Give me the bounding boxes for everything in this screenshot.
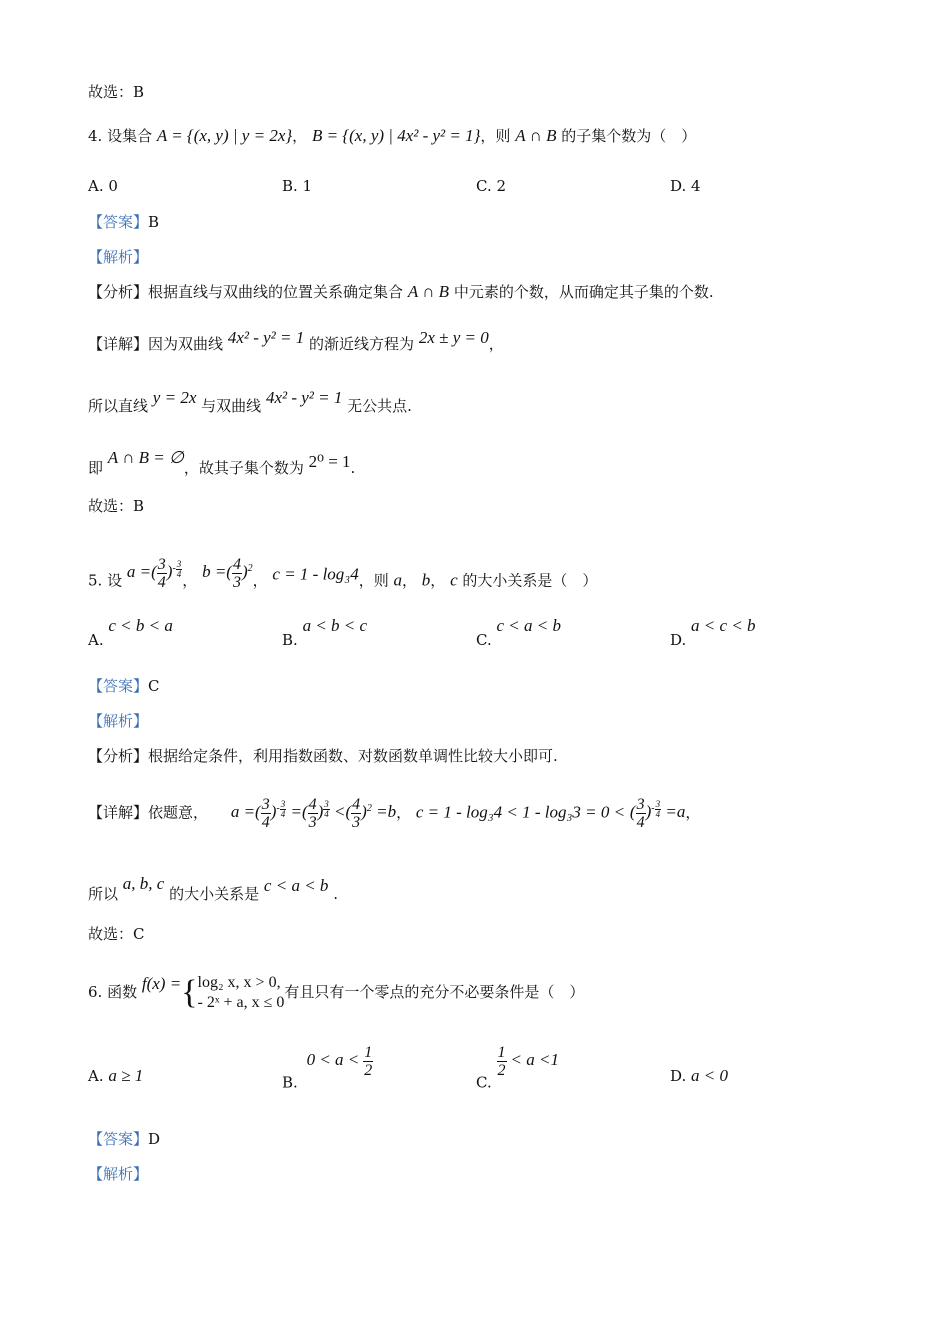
q4-detail2-text3: 无公共点.: [347, 397, 412, 415]
q5-option-a-label: A.: [88, 631, 104, 649]
q6-case-1: log₂ x, x > 0,: [197, 974, 281, 991]
q4-detail-3: [88, 448, 355, 478]
q5-tail2: 的大小关系是（ ）: [462, 571, 598, 590]
q4-asymptote-eq: 2x ± y = 0: [418, 328, 489, 347]
q4-detail3-text: 即: [88, 459, 104, 477]
q5-fenxi-tag: 【分析】: [88, 747, 149, 765]
q5-option-c-label: C.: [476, 631, 492, 649]
q4-option-d: D. 4: [670, 177, 701, 195]
q6-option-a-expr: a ≥ 1: [108, 1066, 144, 1085]
q5-option-b-expr: a < b < c: [302, 616, 368, 635]
q4-detail1-text: 因为双曲线: [148, 335, 224, 353]
q5-relation: c < a < b: [263, 876, 329, 895]
q4-number: 4. 设集合: [88, 127, 153, 145]
q6-stem: [88, 962, 584, 1015]
q5-tail: ，则: [358, 571, 389, 590]
prev-conclusion: 故选：B: [88, 83, 145, 101]
q4-analysis-tag: 【解析】: [88, 248, 149, 266]
q4-detail3-text2: ，故其子集个数为: [183, 459, 304, 477]
q4-subset-count: 2⁰ = 1: [308, 452, 351, 471]
q6-answer-tag: 【答案】: [88, 1130, 149, 1148]
q5-chain-end: ( $\frac{3}{4}$ )$^{- \frac{3}{4}}$ =a: [629, 796, 686, 831]
q5-detail-tag: 【详解】: [88, 803, 149, 822]
q4-fenxi-text: 根据直线与双曲线的位置关系确定集合: [148, 283, 404, 301]
q4-option-a: A. 0: [88, 177, 118, 195]
q5-option-b-label: B.: [282, 631, 298, 649]
q5-vars: a, b, c: [122, 874, 165, 893]
q6-cases: [198, 973, 285, 1013]
q6-option-c-expr: $\frac{1}{2}$ < a <1: [497, 1044, 559, 1079]
q5-option-a: [88, 616, 173, 649]
q5-var-a: a: [393, 570, 403, 590]
q5-option-a-expr: c < b < a: [108, 616, 173, 635]
q6-option-d: [670, 1066, 728, 1086]
q4-detail2-text: 所以直线: [88, 397, 149, 415]
q5-detail-1: 【详解】依题意， a =( $\frac{3}{4}$ )$^{- \frac{3}{4}}$ =( $\frac{4}{3}$ ) $^{\frac{3}{4}}$ <( $\frac{4}{3}$ )$^2$ =b， c = 1 - log₃4 < 1 - log₃3 = 0 < ( $\frac{3}{4}$ )$^{- \frac{3}{4}}$ =a，: [88, 796, 701, 831]
q5-fenxi-text: 根据给定条件，利用指数函数、对数函数单调性比较大小即可.: [148, 747, 558, 765]
q5-number: 5. 设: [88, 571, 123, 590]
q6-option-b-label: B.: [282, 1073, 298, 1092]
q5-detail2-text: 所以: [88, 885, 119, 903]
q6-option-d-expr: a < 0: [691, 1066, 729, 1085]
q5-option-d-label: D.: [670, 631, 687, 649]
q5-detail2-text2: 的大小关系是: [169, 885, 260, 903]
q4-detail2-text2: 与双曲线: [201, 397, 262, 415]
q4-empty-set-eq: A ∩ B = ∅: [107, 448, 184, 467]
q5-option-d: [670, 616, 756, 649]
q5-a-def: a =( $\frac{3}{4}$ )$^{- \frac{3}{4}}$: [126, 556, 182, 591]
q5-answer-tag: 【答案】: [88, 677, 149, 695]
q6-analysis-tag: 【解析】: [88, 1165, 149, 1183]
q4-fenxi-text2: 中元素的个数，从而确定其子集的个数.: [453, 283, 714, 301]
q5-chain-ab: a =( $\frac{3}{4}$ )$^{- \frac{3}{4}}$ =( $\frac{4}{3}$ ) $^{\frac{3}{4}}$ <( $\frac{4}{3}$ )$^2$ =b: [230, 796, 397, 831]
q4-detail1-text2: 的渐近线方程为: [309, 335, 415, 353]
q4-detail-2: [88, 388, 412, 416]
q5-option-c-expr: c < a < b: [496, 616, 561, 635]
q6-option-c: [476, 1044, 559, 1091]
q5-var-c: c: [450, 570, 458, 590]
q5-chain-c: c = 1 - log₃4 < 1 - log₃3 = 0 <: [415, 802, 626, 822]
q5-detail2-period: .: [333, 885, 338, 903]
q5-stem: 5. 设 a =( $\frac{3}{4}$ )$^{- \frac{3}{4}}$ ， b =( $\frac{4}{3}$ )$^2$， c = 1 - log₃4，则 a， b， c 的大小关系是（ ）: [88, 556, 598, 591]
q5-fenxi: [88, 746, 558, 766]
q4-fenxi-cap: A ∩ B: [407, 282, 450, 301]
q4-answer-tag: 【答案】: [88, 213, 149, 231]
q4-tail2: 的子集个数为（ ）: [561, 127, 697, 145]
q5-answer-value: C: [148, 677, 160, 695]
q4-tail: ，则: [480, 127, 511, 145]
q4-option-b: B. 1: [282, 177, 313, 195]
q5-answer: [88, 676, 160, 696]
q4-answer-value: B: [148, 213, 160, 231]
q4-detail-tag: 【详解】: [88, 335, 149, 353]
q6-option-b-expr: 0 < a < $\frac{1}{2}$: [306, 1044, 373, 1079]
q4-hyperbola-eq: 4x² - y² = 1: [227, 328, 305, 347]
q4-set-a: A = {(x, y) | y = 2x}: [156, 126, 293, 145]
q5-var-b: b: [421, 570, 431, 590]
q6-tail: 有且只有一个零点的充分不必要条件是（ ）: [284, 983, 585, 1001]
q5-detail-2: [88, 874, 338, 904]
q4-set-b: B = {(x, y) | 4x² - y² = 1}: [311, 126, 481, 145]
q6-answer: [88, 1129, 160, 1149]
q4-conclusion: 故选：B: [88, 497, 145, 515]
q4-stem: 4. 设集合 A = {(x, y) | y = 2x}， B = {(x, y) | 4x² - y² = 1}，则 A ∩ B 的子集个数为（ ）: [88, 126, 697, 145]
q5-b-def: b =( $\frac{4}{3}$ )$^2$: [202, 556, 253, 591]
q4-option-c: C. 2: [476, 177, 507, 195]
q6-option-b: [282, 1044, 373, 1091]
q4-fenxi-tag: 【分析】: [88, 283, 149, 301]
q5-c-def: c = 1 - log₃4: [272, 564, 359, 584]
q6-option-d-label: D.: [670, 1067, 687, 1085]
q4-hyperbola-eq-2: 4x² - y² = 1: [265, 388, 343, 407]
q6-option-c-label: C.: [476, 1073, 492, 1092]
q5-option-b: [282, 616, 367, 649]
q5-analysis-tag: 【解析】: [88, 712, 149, 730]
q5-option-d-expr: a < c < b: [691, 616, 756, 635]
q6-option-a-label: A.: [88, 1067, 104, 1085]
q5-conclusion: 故选：C: [88, 925, 145, 943]
q6-answer-value: D: [148, 1130, 161, 1148]
q4-detail3-period: .: [350, 459, 356, 477]
q5-detail1-text: 依题意，: [148, 803, 209, 822]
q6-case-2: - 2ˣ + a, x ≤ 0: [197, 994, 285, 1011]
q4-detail1-comma: ，: [488, 335, 504, 353]
q4-fenxi: [88, 282, 714, 302]
q4-cap: A ∩ B: [515, 126, 557, 145]
q5-option-c: [476, 616, 561, 649]
q4-answer: [88, 212, 159, 232]
q4-detail-1: [88, 328, 504, 354]
q4-line-eq: y = 2x: [152, 388, 197, 407]
q6-brace: {: [181, 974, 198, 1011]
q6-number: 6. 函数: [88, 983, 138, 1001]
q6-function: f(x) =: [141, 974, 182, 993]
q6-option-a: [88, 1066, 143, 1086]
